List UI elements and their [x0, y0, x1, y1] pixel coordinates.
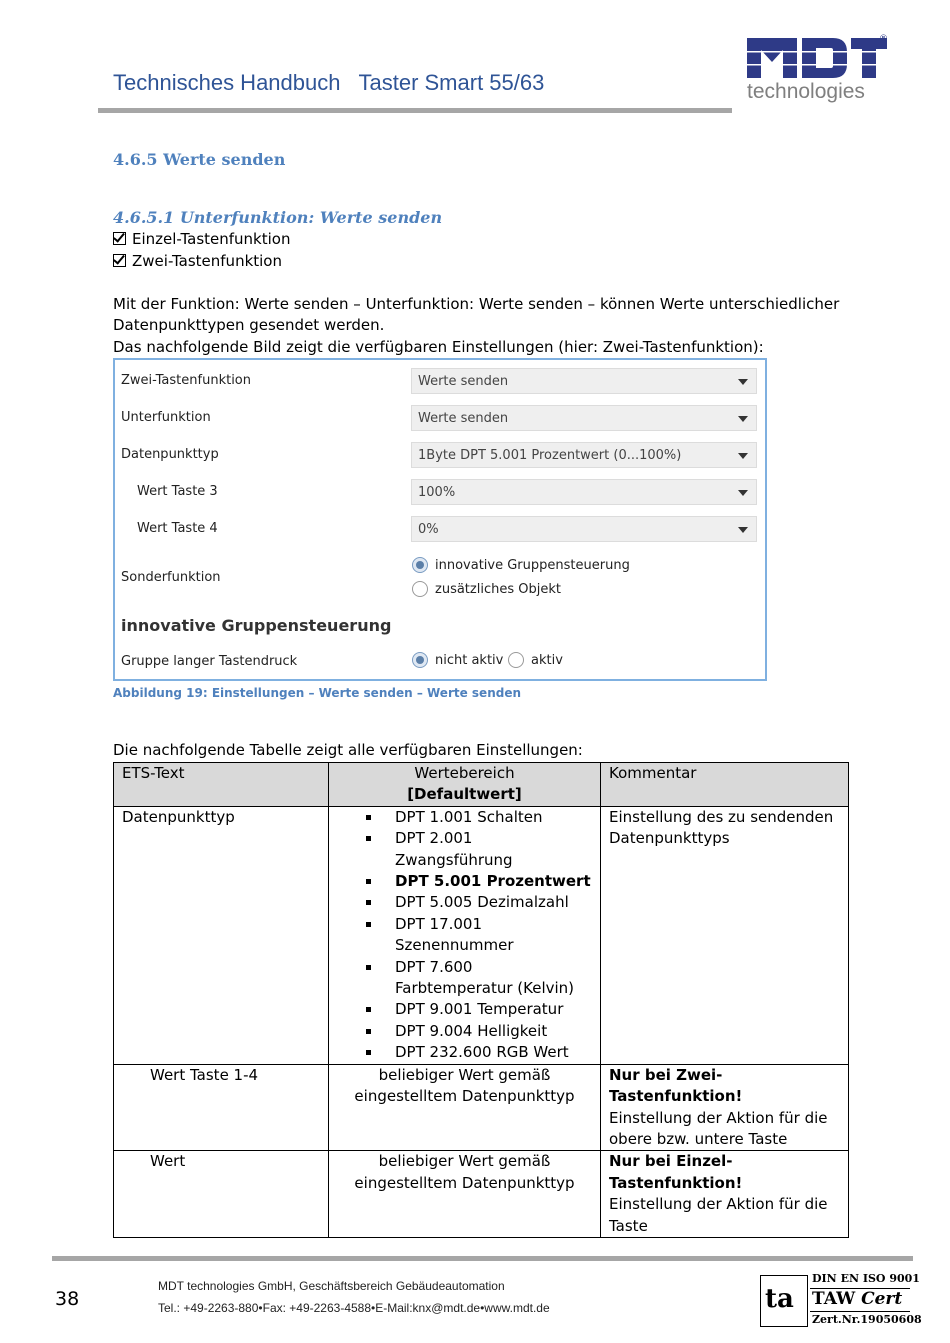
list-item: DPT 1.001 Schalten — [395, 807, 592, 828]
label-wert-taste-4: Wert Taste 4 — [137, 521, 218, 536]
radio-label-aktiv: aktiv — [531, 653, 563, 668]
footer-rule — [52, 1256, 913, 1261]
settings-table — [113, 762, 849, 1238]
label-sonderfunktion: Sonderfunktion — [121, 570, 221, 585]
radio-nicht-aktiv[interactable] — [412, 652, 428, 668]
label-unterfunktion: Unterfunktion — [121, 410, 211, 425]
radio-aktiv[interactable] — [508, 652, 524, 668]
section-heading: 4.6.5 Werte senden — [113, 150, 286, 169]
paragraph-line-1: Mit der Funktion: Werte senden – Unterfunktion: Werte senden – können Werte unterschiedlicher — [113, 295, 840, 313]
cert-divider — [810, 1311, 910, 1312]
taw-logo-icon: ta — [760, 1275, 808, 1327]
list-item: DPT 5.005 Dezimalzahl — [395, 892, 592, 913]
paragraph-line-2: Datenpunkttypen gesendet werden. — [113, 316, 385, 334]
label-wert-taste-3: Wert Taste 3 — [137, 484, 218, 499]
dropdown-zwei-tastenfunktion[interactable]: Werte senden — [411, 368, 757, 394]
cell-range: beliebiger Wert gemäß eingestelltem Datenpunkttyp — [329, 1064, 601, 1151]
title-handbook: Technisches Handbuch — [113, 70, 341, 95]
table-intro: Die nachfolgende Tabelle zeigt alle verfügbaren Einstellungen: — [113, 741, 583, 759]
header-kommentar: Kommentar — [601, 763, 849, 807]
list-item-default: DPT 5.001 Prozentwert — [395, 871, 592, 892]
check-item-double: Zwei-Tastenfunktion — [113, 251, 282, 272]
footer-company: MDT technologies GmbH, Geschäftsbereich Gebäudeautomation — [158, 1279, 505, 1293]
mdt-logo-mark-icon — [745, 36, 890, 80]
chevron-down-icon — [738, 416, 748, 422]
checkbox-checked-icon — [113, 254, 126, 267]
logo-subtitle: technologies — [747, 80, 865, 103]
radio-label-zusaetzlich: zusätzliches Objekt — [435, 582, 561, 597]
chevron-down-icon — [738, 527, 748, 533]
list-item: DPT 232.600 RGB Wert — [395, 1042, 592, 1063]
label-datenpunkttyp: Datenpunkttyp — [121, 447, 219, 462]
cell-ets: Wert — [114, 1151, 329, 1238]
header-rule — [98, 108, 732, 113]
cert-standard: DIN EN ISO 9001 — [812, 1272, 920, 1285]
header-ets-text: ETS-Text — [114, 763, 329, 807]
cert-name: TAW Cert — [812, 1289, 903, 1309]
title-product: Taster Smart 55/63 — [358, 70, 545, 95]
list-item: DPT 9.004 Helligkeit — [395, 1021, 592, 1042]
cell-range: beliebiger Wert gemäß eingestelltem Datenpunkttyp — [329, 1151, 601, 1238]
radio-label-innovative: innovative Gruppensteuerung — [435, 558, 630, 573]
cell-range — [329, 806, 601, 1064]
footer-contact: Tel.: +49-2263-880•Fax: +49-2263-4588•E-Mail:knx@mdt.de•www.mdt.de — [158, 1301, 550, 1315]
table-header-row — [114, 763, 849, 807]
dropdown-wert-taste-3[interactable]: 100% — [411, 479, 757, 505]
registered-mark: ® — [879, 34, 888, 44]
cell-ets: Datenpunkttyp — [114, 806, 329, 1064]
paragraph-line-3: Das nachfolgende Bild zeigt die verfügbaren Einstellungen (hier: Zwei-Tastenfunktion): — [113, 338, 764, 356]
header-wertebereich: Wertebereich [Defaultwert] — [329, 763, 601, 807]
radio-label-nicht-aktiv: nicht aktiv — [435, 653, 504, 668]
chevron-down-icon — [738, 490, 748, 496]
list-item: DPT 9.001 Temperatur — [395, 999, 592, 1020]
chevron-down-icon — [738, 453, 748, 459]
cert-number: Zert.Nr.19050608 — [812, 1313, 922, 1326]
radio-zusaetzliches-objekt[interactable] — [412, 581, 428, 597]
dropdown-datenpunkttyp[interactable]: 1Byte DPT 5.001 Prozentwert (0...100%) — [411, 442, 757, 468]
cell-comment: Nur bei Einzel-Tastenfunktion! Einstellung der Aktion für die Taste — [601, 1151, 849, 1238]
dropdown-unterfunktion[interactable]: Werte senden — [411, 405, 757, 431]
table-row — [114, 1151, 849, 1238]
certification-badge — [760, 1272, 922, 1332]
document-title — [113, 70, 562, 96]
settings-screenshot — [113, 358, 767, 681]
label-gruppe-langer-tastendruck: Gruppe langer Tastendruck — [121, 654, 298, 669]
chevron-down-icon — [738, 379, 748, 385]
table-row — [114, 806, 849, 1064]
list-item: DPT 17.001 Szenennummer — [395, 914, 592, 957]
checkbox-checked-icon — [113, 232, 126, 245]
cell-comment: Nur bei Zwei-Tastenfunktion! Einstellung der Aktion für die obere bzw. untere Taste — [601, 1064, 849, 1151]
dropdown-wert-taste-4[interactable]: 0% — [411, 516, 757, 542]
list-item: DPT 2.001 Zwangsführung — [395, 828, 592, 871]
figure-caption: Abbildung 19: Einstellungen – Werte senden – Werte senden — [113, 686, 522, 700]
subsection-heading: 4.6.5.1 Unterfunktion: Werte senden — [113, 208, 443, 227]
cell-ets: Wert Taste 1-4 — [114, 1064, 329, 1151]
radio-innovative-gruppensteuerung[interactable] — [412, 557, 428, 573]
list-item: DPT 7.600 Farbtemperatur (Kelvin) — [395, 957, 592, 1000]
page-number: 38 — [55, 1288, 80, 1310]
label-zwei-tastenfunktion: Zwei-Tastenfunktion — [121, 373, 251, 388]
panel-section-title: innovative Gruppensteuerung — [121, 616, 392, 635]
mdt-logo — [745, 36, 890, 106]
check-item-single: Einzel-Tastenfunktion — [113, 229, 290, 250]
cell-comment: Einstellung des zu sendenden Datenpunkttyps — [601, 806, 849, 1064]
table-row — [114, 1064, 849, 1151]
